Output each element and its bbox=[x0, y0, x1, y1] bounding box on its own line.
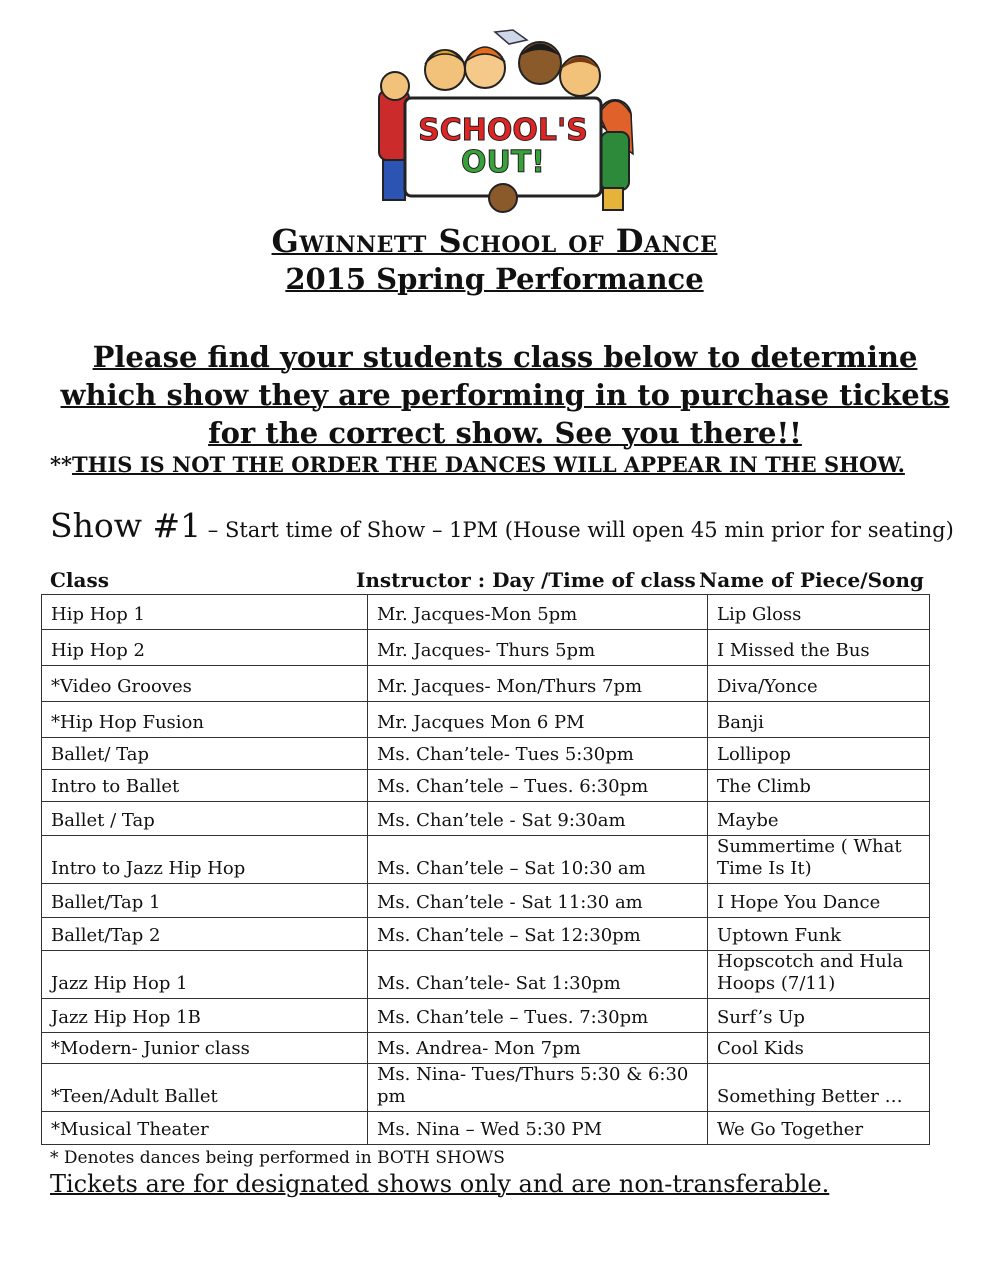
table-row bbox=[42, 595, 930, 630]
instructor-cell: Ms. Chan’tele – Tues. 7:30pm bbox=[368, 999, 708, 1033]
piece-cell: We Go Together bbox=[708, 1112, 930, 1145]
intro-text: Please find your students class below to determine which show they are performing in to purchase tickets for the correct show. See you there!! bbox=[60, 340, 950, 450]
table-row bbox=[42, 999, 930, 1033]
table-row bbox=[42, 802, 930, 836]
class-table bbox=[41, 594, 930, 1145]
table-row bbox=[42, 951, 930, 999]
table-row bbox=[42, 1064, 930, 1112]
page-subtitle: 2015 Spring Performance bbox=[285, 262, 704, 296]
piece-cell: Diva/Yonce bbox=[708, 666, 930, 702]
instructor-cell: Ms. Chan’tele – Tues. 6:30pm bbox=[368, 770, 708, 802]
instructor-cell: Mr. Jacques Mon 6 PM bbox=[368, 702, 708, 738]
class-cell: Ballet/Tap 2 bbox=[42, 918, 368, 951]
table-row bbox=[42, 738, 930, 770]
instructor-cell: Ms. Andrea- Mon 7pm bbox=[368, 1033, 708, 1064]
schools-out-logo bbox=[375, 28, 637, 216]
instructor-cell: Ms. Chan’tele- Sat 1:30pm bbox=[368, 951, 708, 999]
piece-cell: Hopscotch and Hula Hoops (7/11) bbox=[708, 951, 930, 999]
header-instructor: Instructor : Day /Time of class bbox=[356, 568, 696, 592]
table-row bbox=[42, 836, 930, 884]
table-row bbox=[42, 702, 930, 738]
piece-cell: Surf’s Up bbox=[708, 999, 930, 1033]
class-cell: Ballet/ Tap bbox=[42, 738, 368, 770]
piece-cell: Lip Gloss bbox=[708, 595, 930, 630]
piece-cell: Cool Kids bbox=[708, 1033, 930, 1064]
piece-cell: The Climb bbox=[708, 770, 930, 802]
page-title: Gwinnett School of Dance bbox=[271, 222, 718, 260]
piece-cell: I Hope You Dance bbox=[708, 884, 930, 918]
instructor-cell: Ms. Chan’tele- Tues 5:30pm bbox=[368, 738, 708, 770]
table-row bbox=[42, 1112, 930, 1145]
class-cell: Jazz Hip Hop 1B bbox=[42, 999, 368, 1033]
table-row bbox=[42, 884, 930, 918]
tickets-note: Tickets are for designated shows only and are non-transferable. bbox=[50, 1170, 830, 1198]
order-notice: **THIS IS NOT THE ORDER THE DANCES WILL APPEAR IN THE SHOW. bbox=[50, 452, 905, 477]
show-details: – Start time of Show – 1PM (House will open 45 min prior for seating) bbox=[201, 518, 954, 542]
piece-cell: Banji bbox=[708, 702, 930, 738]
instructor-cell: Ms. Chan’tele - Sat 11:30 am bbox=[368, 884, 708, 918]
piece-cell: I Missed the Bus bbox=[708, 630, 930, 666]
instructor-cell: Mr. Jacques- Mon/Thurs 7pm bbox=[368, 666, 708, 702]
instructor-cell: Ms. Nina- Tues/Thurs 5:30 & 6:30 pm bbox=[368, 1064, 708, 1112]
instructor-cell: Ms. Nina – Wed 5:30 PM bbox=[368, 1112, 708, 1145]
class-cell: *Teen/Adult Ballet bbox=[42, 1064, 368, 1112]
table-row bbox=[42, 630, 930, 666]
class-cell: Hip Hop 1 bbox=[42, 595, 368, 630]
table-row bbox=[42, 770, 930, 802]
table-row bbox=[42, 1033, 930, 1064]
logo-text-line1: SCHOOL'S bbox=[418, 113, 588, 148]
piece-cell: Lollipop bbox=[708, 738, 930, 770]
class-cell: Intro to Jazz Hip Hop bbox=[42, 836, 368, 884]
table-row bbox=[42, 666, 930, 702]
class-cell: Ballet/Tap 1 bbox=[42, 884, 368, 918]
table-row bbox=[42, 918, 930, 951]
instructor-cell: Ms. Chan’tele - Sat 9:30am bbox=[368, 802, 708, 836]
class-cell: Ballet / Tap bbox=[42, 802, 368, 836]
class-cell: *Hip Hop Fusion bbox=[42, 702, 368, 738]
instructor-cell: Ms. Chan’tele – Sat 12:30pm bbox=[368, 918, 708, 951]
instructor-cell: Mr. Jacques- Thurs 5pm bbox=[368, 630, 708, 666]
class-cell: Hip Hop 2 bbox=[42, 630, 368, 666]
instructor-cell: Ms. Chan’tele – Sat 10:30 am bbox=[368, 836, 708, 884]
piece-cell: Summertime ( What Time Is It) bbox=[708, 836, 930, 884]
piece-cell: Something Better … bbox=[708, 1064, 930, 1112]
class-cell: *Modern- Junior class bbox=[42, 1033, 368, 1064]
header-piece: Name of Piece/Song bbox=[699, 568, 924, 592]
class-cell: Intro to Ballet bbox=[42, 770, 368, 802]
show-heading bbox=[50, 506, 954, 545]
instructor-cell: Mr. Jacques-Mon 5pm bbox=[368, 595, 708, 630]
piece-cell: Maybe bbox=[708, 802, 930, 836]
show-label: Show #1 bbox=[50, 506, 202, 545]
piece-cell: Uptown Funk bbox=[708, 918, 930, 951]
class-cell: *Video Grooves bbox=[42, 666, 368, 702]
footnote: * Denotes dances being performed in BOTH SHOWS bbox=[50, 1148, 505, 1168]
class-cell: Jazz Hip Hop 1 bbox=[42, 951, 368, 999]
logo-text-line2: OUT! bbox=[460, 145, 546, 180]
class-cell: *Musical Theater bbox=[42, 1112, 368, 1145]
header-class: Class bbox=[50, 568, 109, 592]
